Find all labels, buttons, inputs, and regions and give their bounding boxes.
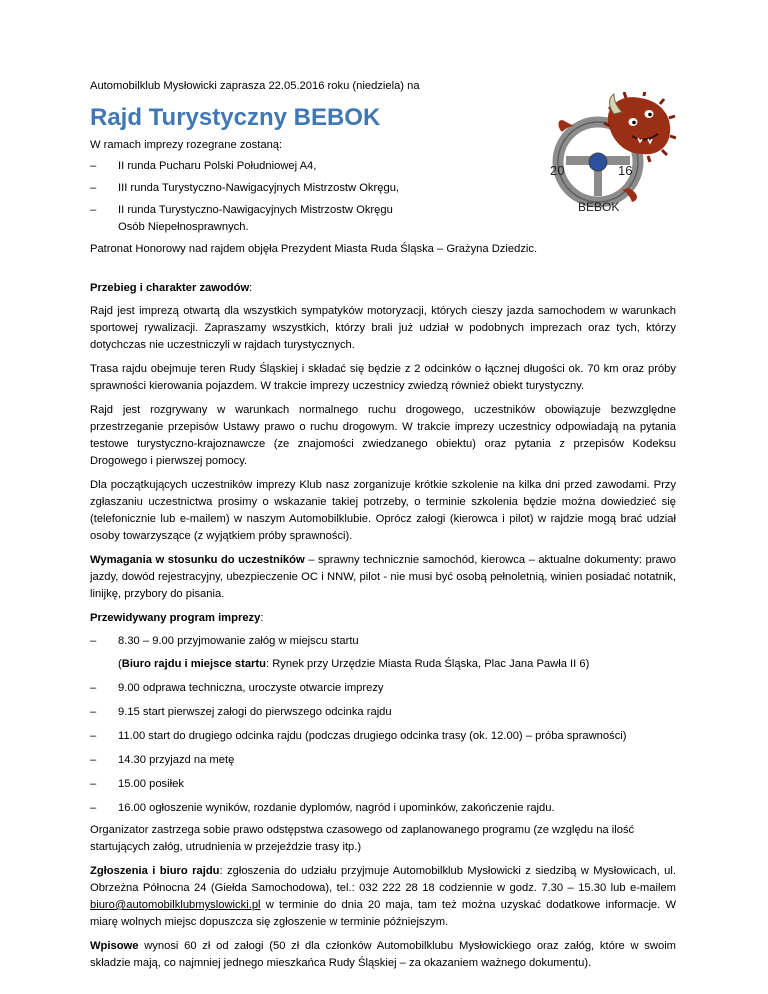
program-item <box>90 633 676 673</box>
wpisowe-text: wynosi 60 zł od załogi (50 zł dla członków Automobilklubu Mysłowickiego oraz załóg, które w swoim składzie mają, co najmniej jednego mieszkańca Rudy Śląskiej – za okazaniem ważnego dokumentu). <box>90 940 676 969</box>
events-intro: W ramach imprezy rozegrane zostaną: <box>90 139 283 151</box>
wymagania-paragraph <box>90 552 676 603</box>
program-item: – 16.00 ogłoszenie wyników, rozdanie dyplomów, nagród i upominków, zakończenie rajdu. <box>90 800 676 817</box>
paragraph: Rajd jest rozgrywany w warunkach normalnego ruchu drogowego, uczestników obowiązuje bezwzględne przestrzeganie przepisów Ustawy prawo o ruchu drogowym. W trakcie imprezy uczestnicy odpowiadają na pytania testowe turystyczno-krajoznawcze (ze znajomości zwiedzanego obiektu) oraz pytania z przepisów Kodeksu Drogowego i pierwszej pomocy. <box>90 404 676 467</box>
document-body <box>90 78 676 972</box>
wpisowe-paragraph <box>90 938 676 972</box>
zgloszenia-paragraph <box>90 863 676 931</box>
section-heading-przebieg <box>90 280 676 297</box>
biuro-note <box>118 656 676 673</box>
logo-name: BEBOK <box>578 200 620 214</box>
zgloszenia-label: Zgłoszenia i biuro rajdu <box>90 865 220 877</box>
patronat-text: Patronat Honorowy nad rajdem objęła Prezydent Miasta Ruda Śląska – Grażyna Dziedzic. <box>90 243 538 255</box>
program-item: – 9.15 start pierwszej załogi do pierwszego odcinka rajdu <box>90 704 676 721</box>
paragraph: Rajd jest imprezą otwartą dla wszystkich sympatyków motoryzacji, których cieszy jazda samochodem w warunkach sportowej rywalizacji. Zapraszamy wszystkich, którzy brali już udział w podobnych imprezach oraz tych, którzy dotychczas nie uczestniczyli w rajdach turystycznych. <box>90 305 676 351</box>
heading-colon: : <box>249 282 253 294</box>
section-heading-label: Przebieg i charakter zawodów <box>90 282 250 294</box>
list-item: – II runda Turystyczno-Nawigacyjnych Mistrzostw Okręgu Osób Niepełnosprawnych. <box>90 202 420 236</box>
program-item: – 11.00 start do drugiego odcinka rajdu (podczas drugiego odcinka trasy (ok. 12.00) – próba sprawności) <box>90 728 676 745</box>
email-link[interactable]: biuro@automobilklubmyslowicki.pl <box>90 899 261 911</box>
program-item-text: 8.30 – 9.00 przyjmowanie załóg w miejscu startu <box>118 635 359 647</box>
zgloszenia-text: : zgłoszenia do udziału przyjmuje Automobilklub Mysłowicki z siedzibą w Mysłowicach, ul. Obrzeżna Północna 24 (Giełda Samochodowa), tel.: 032 222 28 18 codziennie w godz. 7.30 – 15.30 lub e-mailem <box>90 865 676 894</box>
program-item: – 15.00 posiłek <box>90 776 676 793</box>
program-item: – 14.30 przyjazd na metę <box>90 752 676 769</box>
heading-colon: : <box>260 612 264 624</box>
biuro-text: : Rynek przy Urzędzie Miasta Ruda Śląska, Plac Jana Pawła II 6) <box>265 658 590 670</box>
list-item: – III runda Turystyczno-Nawigacyjnych Mistrzostw Okręgu, <box>90 180 420 197</box>
zastrzega-paragraph: Organizator zastrzega sobie prawo odstępstwa czasowego od zaplanowanego programu (ze względu na ilość startujących załóg, utrudnienia w przejeździe trasy itp.) <box>90 824 635 853</box>
section-heading-program <box>90 610 676 627</box>
program-list <box>90 633 676 817</box>
page-title: Rajd Turystyczny BEBOK <box>90 104 381 131</box>
wpisowe-label: Wpisowe <box>90 940 139 952</box>
list-item: – II runda Pucharu Polski Południowej A4, <box>90 158 420 175</box>
biuro-paren: ( <box>118 658 122 670</box>
program-heading-label: Przewidywany program imprezy <box>90 612 261 624</box>
biuro-label: Biuro rajdu i miejsce startu <box>121 658 266 670</box>
zgloszenia-text-end: w terminie do dnia 20 maja, tam też można uzyskać dodatkowe informacje. W miarę wolnych miejsc dopuszcza się zgłoszenie w terminie późniejszym. <box>90 899 676 928</box>
wymagania-text: – sprawny technicznie samochód, kierowca – aktualne dokumenty: prawo jazdy, dowód rejestracyjny, ubezpieczenie OC i NNW, pilot - nie musi być osobą pełnoletnią, winien posiadać notatnik, linijkę, przybory do pisania. <box>90 554 676 600</box>
wymagania-label: Wymagania w stosunku do uczestników <box>90 554 305 566</box>
events-list <box>90 158 420 236</box>
program-item: – 9.00 odprawa techniczna, uroczyste otwarcie imprezy <box>90 680 676 697</box>
paragraph: Dla początkujących uczestników imprezy Klub nasz zorganizuje krótkie szkolenie na kilka dni przed zawodami. Przy zgłaszaniu uczestnictwa prosimy o wskazanie takiej potrzeby, o terminie szkolenia będzie można dowiedzieć się (telefonicznie lub e-mailem) w naszym Automobilklubie. Oprócz załogi (kierowca i pilot) w rajdzie mogą brać udział osoby towarzyszące (z wyjątkiem próby sprawności). <box>90 479 676 542</box>
intro-line: Automobilklub Mysłowicki zaprasza 22.05.2016 roku (niedziela) na <box>90 80 420 92</box>
paragraph: Trasa rajdu obejmuje teren Rudy Śląskiej i składać się będzie z 2 odcinków o łącznej długości ok. 70 km oraz próby sprawności kierowania pojazdem. W trakcie imprezy uczestnicy zwiedzą również obiekt turystyczny. <box>90 363 676 392</box>
logo-year-right: 16 <box>618 163 633 178</box>
logo-year-left: 20 <box>550 163 565 178</box>
